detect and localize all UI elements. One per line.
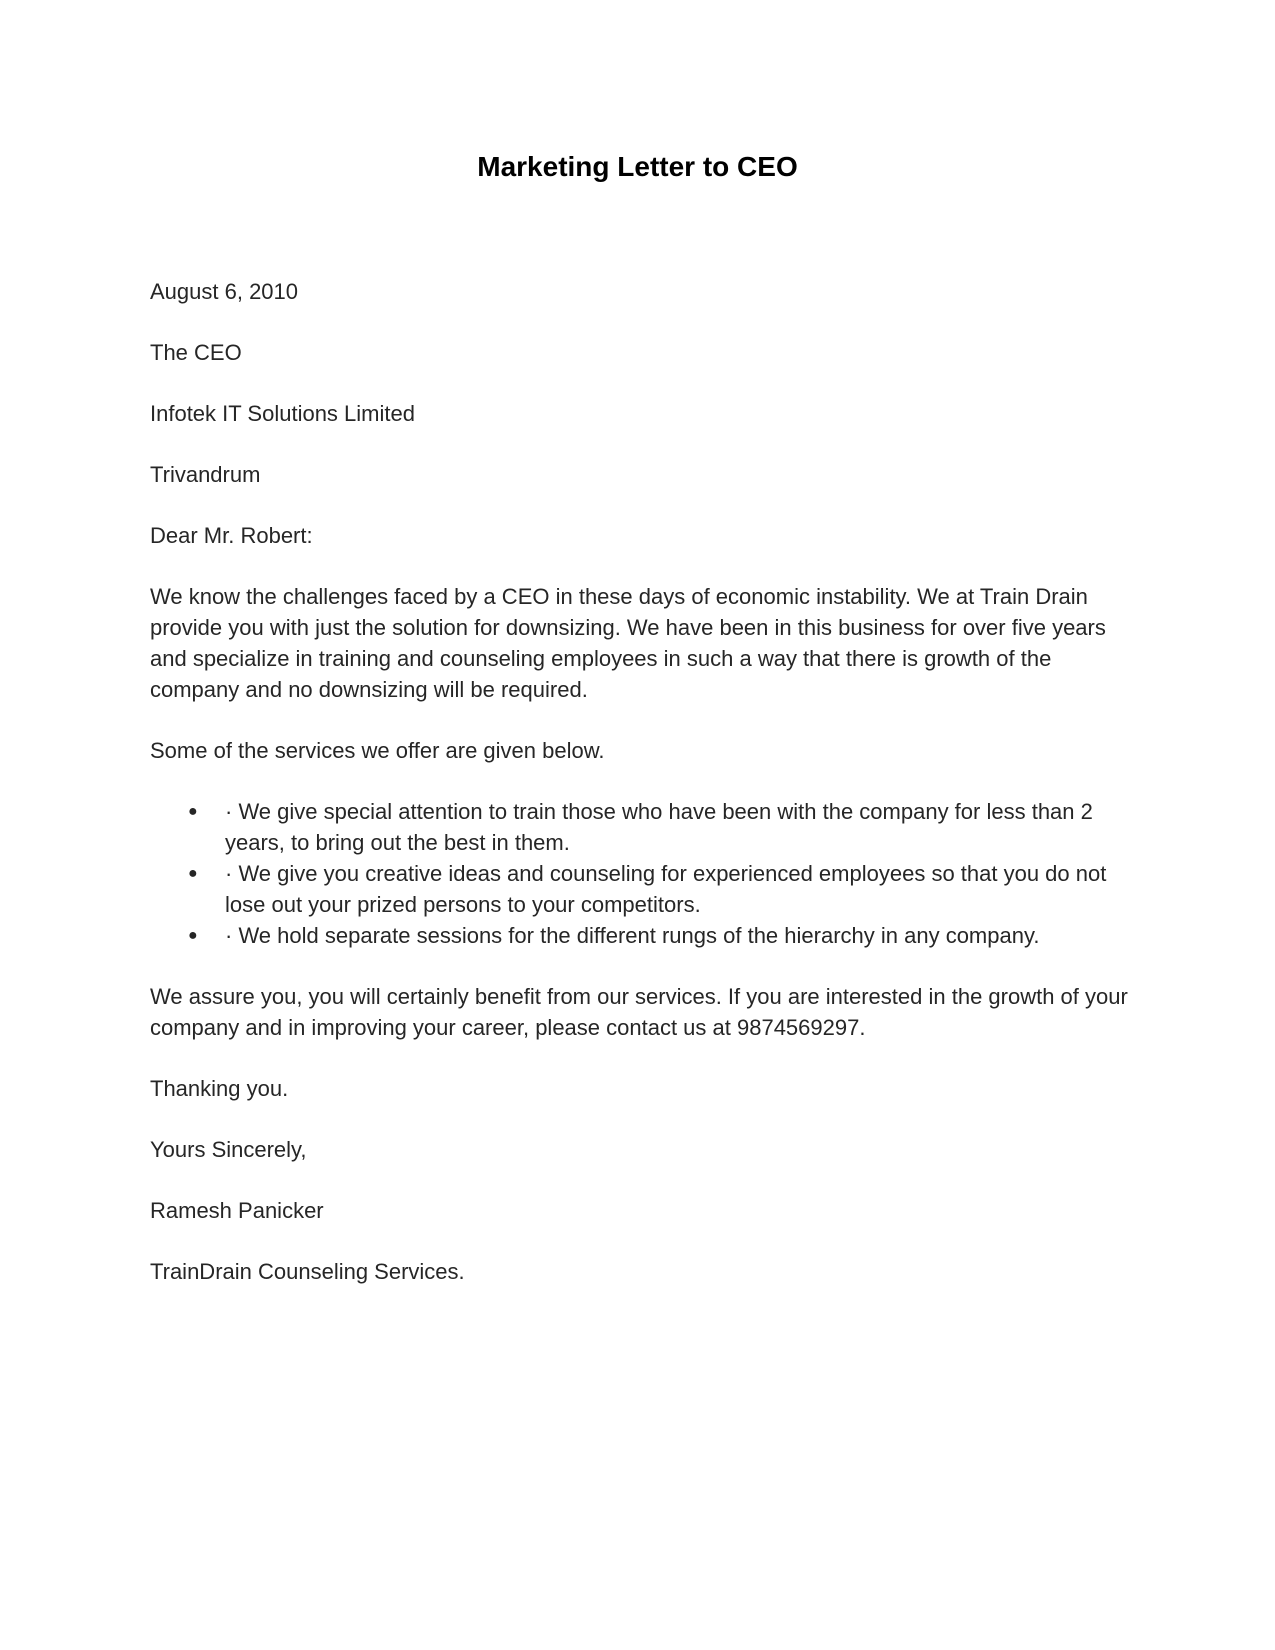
services-intro: Some of the services we offer are given below. (150, 738, 605, 763)
services-list (150, 796, 1130, 951)
bullet-icon: ● (188, 803, 198, 820)
sender-name: Ramesh Panicker (150, 1198, 324, 1223)
service-text: · We give special attention to train those who have been with the company for less than 2 years, to bring out the best in them. (225, 799, 1093, 855)
closing-paragraph: We assure you, you will certainly benefit from our services. If you are interested in the growth of your company and in improving your career, please contact us at 9874569297. (150, 984, 1128, 1040)
recipient-title: The CEO (150, 340, 242, 365)
salutation: Dear Mr. Robert: (150, 523, 313, 548)
thanks-line: Thanking you. (150, 1076, 289, 1101)
signoff-line: Yours Sincerely, (150, 1137, 307, 1162)
list-item (150, 920, 1130, 951)
recipient-company: Infotek IT Solutions Limited (150, 401, 415, 426)
letter-date: August 6, 2010 (150, 279, 299, 304)
service-text: · We hold separate sessions for the different rungs of the hierarchy in any company. (225, 923, 1040, 948)
recipient-city: Trivandrum (150, 462, 261, 487)
bullet-icon: ● (188, 865, 198, 882)
letter-title: Marketing Letter to CEO (477, 151, 798, 182)
bullet-icon: ● (188, 927, 198, 944)
letter-body (150, 276, 1130, 1317)
sender-company: TrainDrain Counseling Services. (150, 1259, 465, 1284)
list-item (150, 796, 1130, 858)
intro-paragraph: We know the challenges faced by a CEO in these days of economic instability. We at Train Drain provide you with just the solution for downsizing. We have been in this business for over five years and specialize in training and counseling employees in such a way that there is growth of the company and no downsizing will be required. (150, 584, 1106, 702)
service-text: · We give you creative ideas and counseling for experienced employees so that you do not lose out your prized persons to your competitors. (225, 861, 1107, 917)
list-item (150, 858, 1130, 920)
